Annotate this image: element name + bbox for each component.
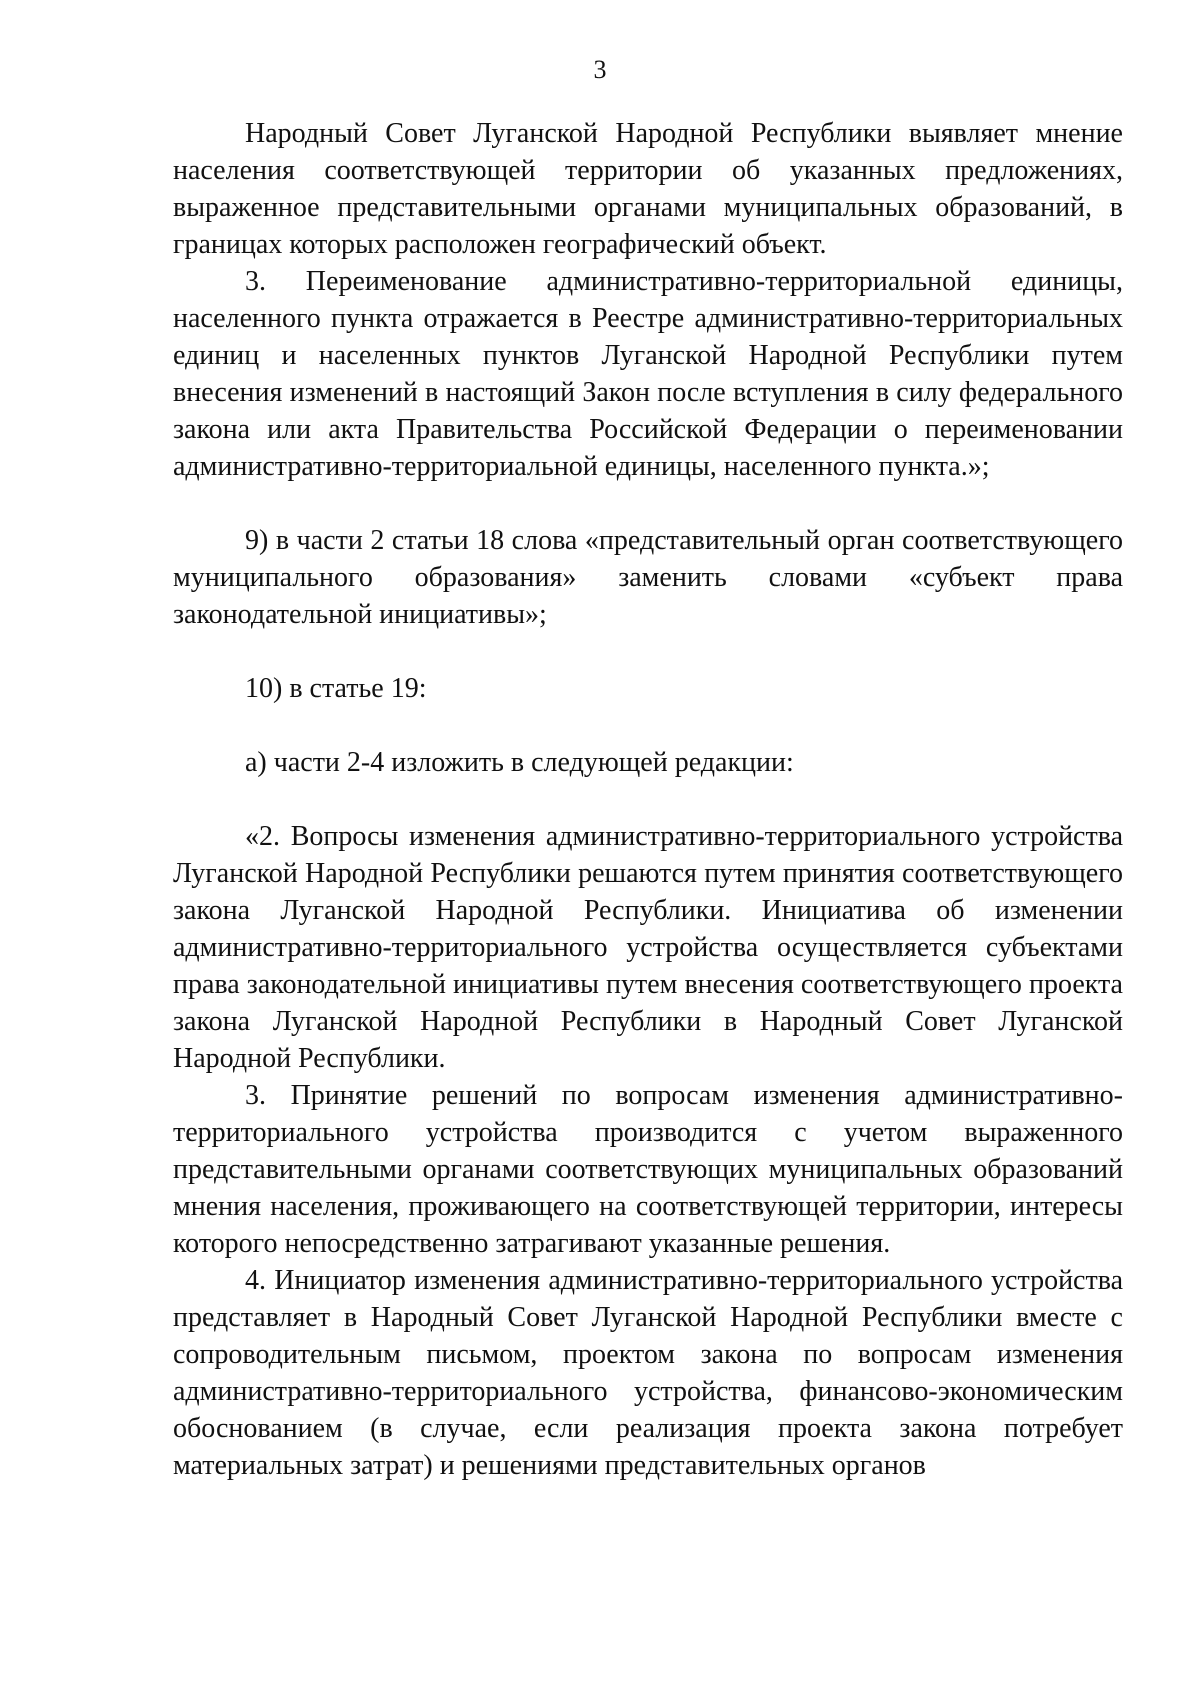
paragraph-renaming-registry: 3. Переименование административно-территориальной единицы, населенного пункта отражается в Реестре административно-территориальных единиц и населенных пунктов Луганской Народной Республики путем внесения изменений в настоящий Закон после вступления в силу федерального закона или акта Правительства Российской Федерации о переименовании административно-территориальной единицы, населенного пункта.»; (173, 266, 1123, 482)
document-body (173, 115, 1123, 1484)
paragraph-part-2: «2. Вопросы изменения административно-территориального устройства Луганской Народной Республики решаются путем принятия соответствующего закона Луганской Народной Республики. Инициатива об изменении административно-территориального устройства осуществляется субъектами права законодательной инициативы путем внесения соответствующего проекта закона Луганской Народной Республики в Народный Совет Луганской Народной Республики. (173, 821, 1123, 1074)
paragraph-public-opinion: Народный Совет Луганской Народной Республики выявляет мнение населения соответствующей территории об указанных предложениях, выраженное представительными органами муниципальных образований, в границах которых расположен географический объект. (173, 118, 1123, 260)
paragraph-item-9: 9) в части 2 статьи 18 слова «представительный орган соответствующего муниципального образования» заменить словами «субъект права законодательной инициативы»; (173, 525, 1123, 630)
paragraph-part-3: 3. Принятие решений по вопросам изменения административно-территориального устройства производится с учетом выраженного представительными органами соответствующих муниципальных образований мнения населения, проживающего на соответствующей территории, интересы которого непосредственно затрагивают указанные решения. (173, 1080, 1123, 1259)
paragraph-part-4: 4. Инициатор изменения административно-территориального устройства представляет в Народный Совет Луганской Народной Республики вместе с сопроводительным письмом, проектом закона по вопросам изменения административно-территориального устройства, финансово-экономическим обоснованием (в случае, если реализация проекта закона потребует материальных затрат) и решениями представительных органов (173, 1265, 1123, 1481)
paragraph-subitem-a: а) части 2-4 изложить в следующей редакции: (245, 747, 794, 778)
page-number: 3 (593, 55, 607, 84)
paragraph-item-10: 10) в статье 19: (245, 673, 427, 704)
